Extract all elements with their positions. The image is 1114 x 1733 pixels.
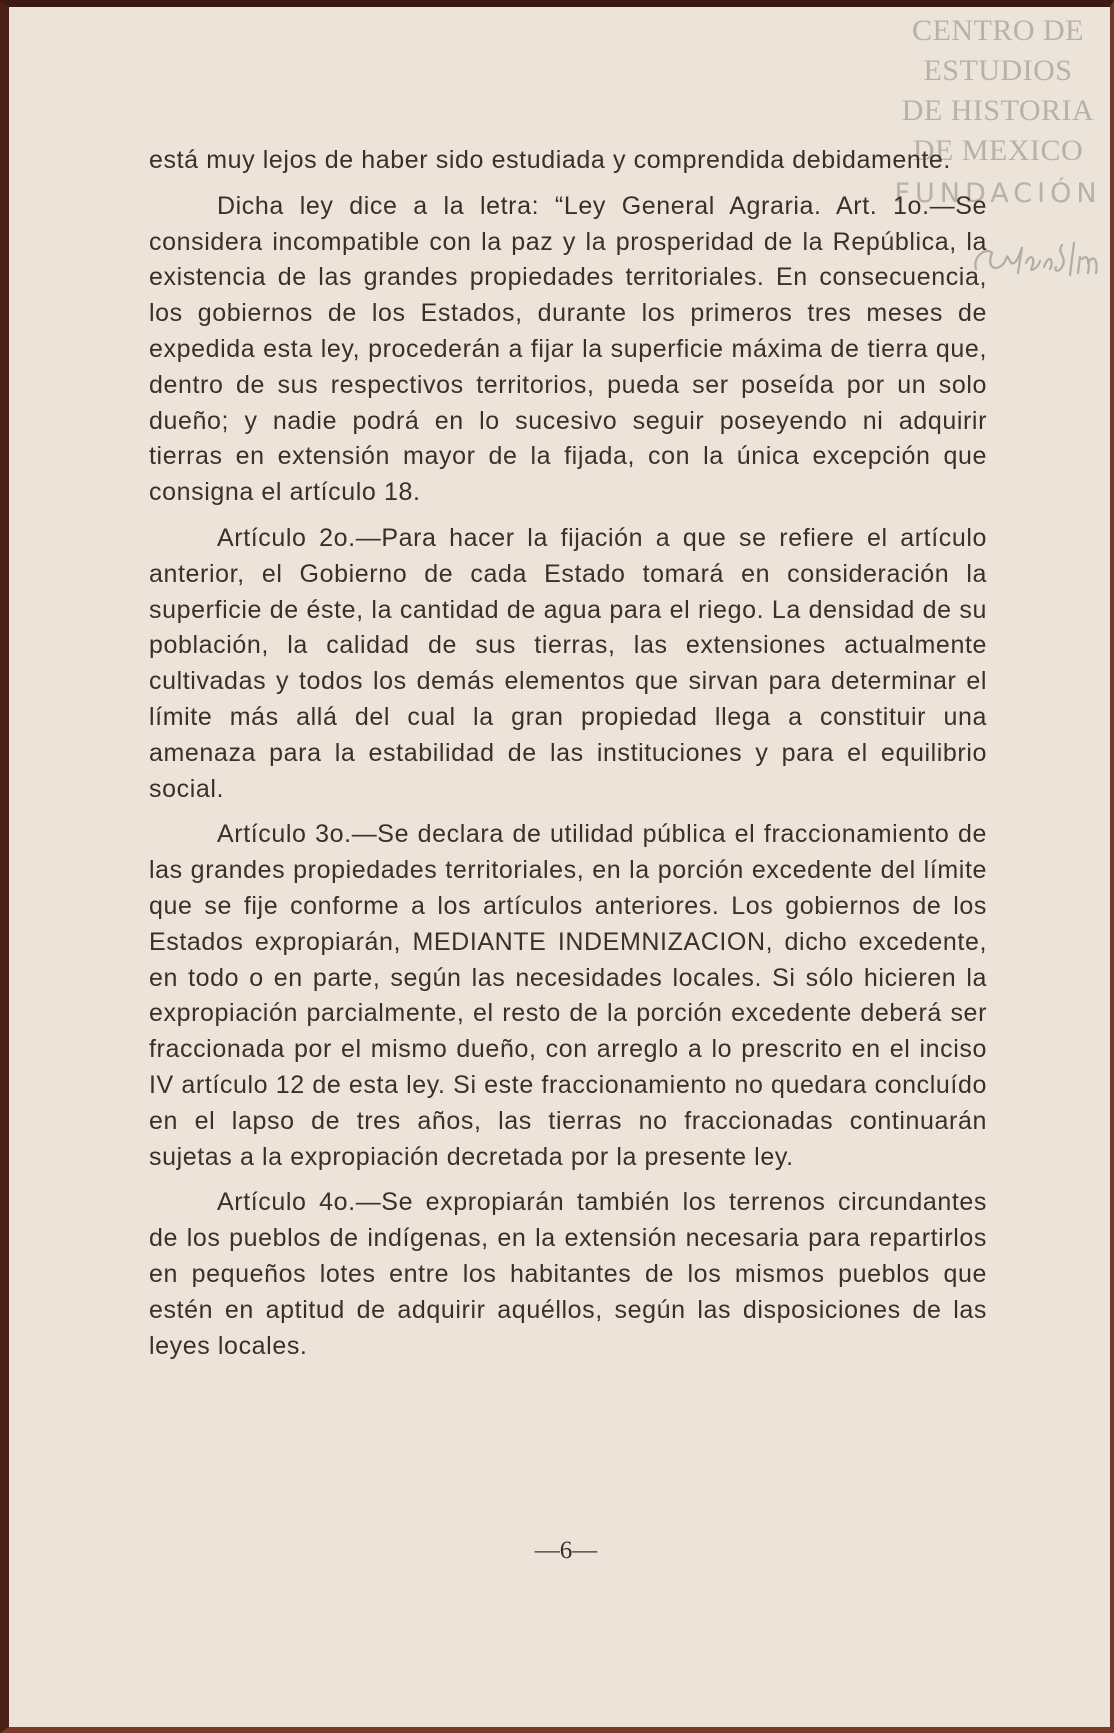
watermark-foundation: FUNDACIÓN <box>894 178 1102 209</box>
watermark-line-1: CENTRO DE <box>912 14 1084 47</box>
watermark-line-3: DE HISTORIA <box>901 94 1095 127</box>
body-text <box>149 143 987 1374</box>
paragraph-articulo-4: Artículo 4o.—Se expropiarán también los terrenos circundantes de los pueblos de indígenas, en la extensión necesaria para repartirlos en pequeños lotes entre los habitantes de los mismos pueblos que estén en aptitud de adquirir aquéllos, según las disposiciones de las leyes locales. <box>149 1188 987 1360</box>
paragraph-articulo-2: Artículo 2o.—Para hacer la fijación a que se refiere el artículo anterior, el Gobierno de cada Estado tomará en consideración la superficie de éste, la cantidad de agua para el riego. La densidad de su población, la calidad de sus tierras, las extensiones actualmente cultivadas y todos los demás elementos que sirvan para determinar el límite más allá del cual la gran propiedad llega a constituir una amenaza para la estabilidad de las instituciones y para el equilibrio social. <box>149 523 987 803</box>
watermark-line-2: ESTUDIOS <box>923 54 1073 87</box>
signature-icon <box>970 233 1100 289</box>
paragraph-ley-general-agraria: Dicha ley dice a la letra: “Ley General Agraria. Art. 1o.—Se considera incompatible con la paz y la prosperidad de la República, la existencia de las grandes propiedades territoriales. En consecuencia, los gobiernos de los Estados, durante los primeros tres meses de expedida esta ley, procederán a fijar la superficie máxima de tierra que, dentro de sus respectivos territorios, pueda ser poseída por un solo dueño; y nadie podrá en lo sucesivo seguir poseyendo ni adquirir tierras en extensión mayor de la fijada, con la única excepción que consigna el artículo 18. <box>149 191 987 507</box>
watermark-line-4: DE MEXICO <box>912 134 1084 167</box>
page-number: —6— <box>534 1537 598 1564</box>
paragraph-articulo-3: Artículo 3o.—Se declara de utilidad pública el fraccionamiento de las grandes propiedades territoriales, en la porción excedente del límite que se fije conforme a los artículos anteriores. Los gobiernos de los Estados expropiarán, MEDIANTE INDEMNIZACION, dicho excedente, en todo o en parte, según las necesidades locales. Si sólo hicieren la expropiación parcialmente, el resto de la porción excedente deberá ser fraccionada por el mismo dueño, con arreglo a lo prescrito en el inciso IV artículo 12 de esta ley. Si este fraccionamiento no quedara concluído en el lapso de tres años, las tierras no fraccionadas continuarán sujetas a la expropiación decretada por la presente ley. <box>149 820 987 1171</box>
paragraph-continuation: está muy lejos de haber sido estudiada y comprendida debidamente. <box>149 146 951 174</box>
